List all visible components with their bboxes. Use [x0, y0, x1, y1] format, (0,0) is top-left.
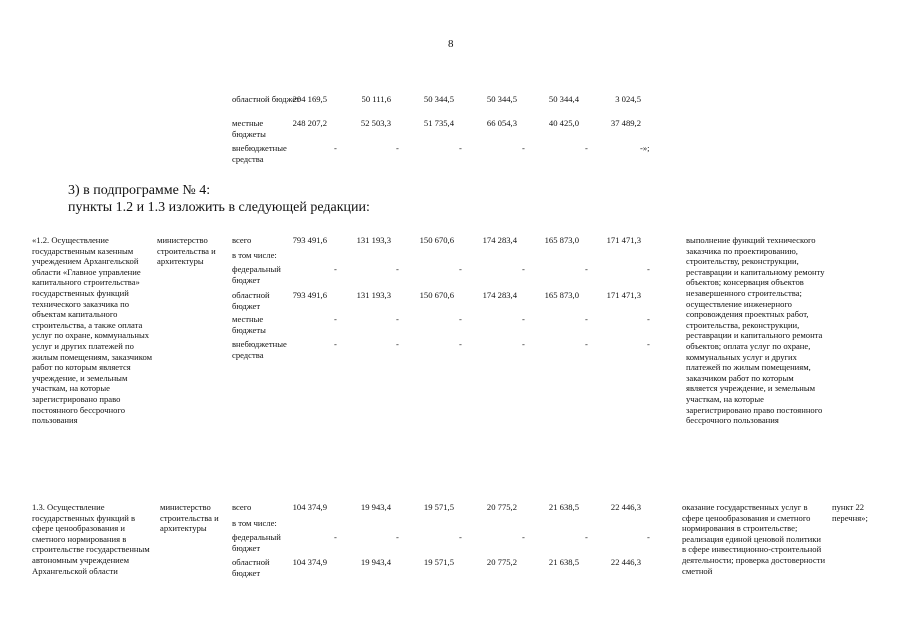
value-cell: - [396, 532, 399, 542]
value-cell: 50 111,6 [361, 94, 391, 104]
value-cell: -»; [640, 143, 650, 153]
section-heading: 3) в подпрограмме № 4: [68, 183, 211, 198]
source-label: в том числе: [232, 518, 277, 528]
source-label: внебюджетные средства [232, 143, 287, 164]
value-cell: 171 471,3 [606, 235, 641, 245]
source-label: областной бюджет [232, 94, 300, 104]
source-label: местные бюджеты [232, 314, 266, 335]
value-cell: 174 283,4 [482, 235, 517, 245]
source-label: в том числе: [232, 250, 277, 260]
section-subheading: пункты 1.2 и 1.3 изложить в следующей редакции: [68, 200, 370, 215]
value-cell: - [585, 314, 588, 324]
source-label: федеральный бюджет [232, 264, 281, 285]
value-cell: 204 169,5 [292, 94, 327, 104]
value-cell: - [396, 264, 399, 274]
value-cell: 165 873,0 [544, 290, 579, 300]
value-cell: - [334, 339, 337, 349]
value-cell: - [459, 143, 462, 153]
value-cell: - [522, 532, 525, 542]
item-note: пункт 22 перечня»; [832, 502, 868, 523]
value-cell: - [459, 532, 462, 542]
value-cell: - [522, 314, 525, 324]
item-result: оказание государственных услуг в сфере ценообразования и сметного нормирования в строительстве; реализация единой ценовой политики в сфере инвестиционно-строительной деятельности; проверка достоверности сметной [682, 502, 826, 576]
value-cell: 793 491,6 [292, 290, 327, 300]
value-cell: 19 571,5 [423, 557, 454, 567]
value-cell: 20 775,2 [486, 502, 517, 512]
value-cell: 150 670,6 [419, 235, 454, 245]
source-label: всего [232, 235, 252, 245]
value-cell: - [522, 143, 525, 153]
value-cell: 174 283,4 [482, 290, 517, 300]
value-cell: 19 571,5 [423, 502, 454, 512]
value-cell: 20 775,2 [486, 557, 517, 567]
value-cell: 21 638,5 [548, 557, 579, 567]
value-cell: 104 374,9 [292, 502, 327, 512]
value-cell: 50 344,4 [548, 94, 579, 104]
value-cell: 22 446,3 [610, 502, 641, 512]
value-cell: 50 344,5 [423, 94, 454, 104]
value-cell: 19 943,4 [360, 502, 391, 512]
item-title: «1.2. Осуществление государственным казенным учреждением Архангельской области «Главное управление капитального строительства» государственных функций технического заказчика по объектам капитального строительства, а также оплата услуг по охране, коммунальных услуг и других платежей по жилым помещениям, заказчиком работ по которым является учреждение, и земельным участкам, на которые зарегистрировано право постоянного бессрочного пользования [32, 235, 153, 426]
value-cell: - [334, 532, 337, 542]
value-cell: - [459, 314, 462, 324]
value-cell: 171 471,3 [606, 290, 641, 300]
value-cell: 131 193,3 [356, 290, 391, 300]
value-cell: 104 374,9 [292, 557, 327, 567]
value-cell: - [585, 264, 588, 274]
source-label: областной бюджет [232, 557, 270, 578]
item-result: выполнение функций технического заказчика по проектированию, строительству, реконструкции, реставрации и капитальному ремонту объектов; консервация объектов незавершенного строительства; осуществление инженерного сопровождения проектных работ, строительства, реконструкции, реставрации и капитального ремонта объектов; оплата услуг по охране, коммунальных услуг и других платежей по жилым помещениям, заказчиком работ по которым является учреждение, и земельным участкам, на которые зарегистрировано право постоянного бессрочного пользования [686, 235, 825, 426]
page-number: 8 [448, 38, 454, 50]
source-label: областной бюджет [232, 290, 270, 311]
value-cell: - [334, 264, 337, 274]
value-cell: 21 638,5 [548, 502, 579, 512]
source-label: местные бюджеты [232, 118, 266, 139]
value-cell: 3 024,5 [615, 94, 641, 104]
value-cell: - [585, 532, 588, 542]
value-cell: - [334, 143, 337, 153]
value-cell: 37 489,2 [610, 118, 641, 128]
value-cell: - [396, 339, 399, 349]
value-cell: 50 344,5 [486, 94, 517, 104]
source-label: всего [232, 502, 252, 512]
value-cell: 150 670,6 [419, 290, 454, 300]
value-cell: - [647, 264, 650, 274]
value-cell: 22 446,3 [610, 557, 641, 567]
value-cell: 51 735,4 [423, 118, 454, 128]
value-cell: 40 425,0 [548, 118, 579, 128]
source-label: внебюджетные средства [232, 339, 287, 360]
value-cell: - [459, 264, 462, 274]
value-cell: - [396, 314, 399, 324]
value-cell: - [585, 143, 588, 153]
value-cell: 19 943,4 [360, 557, 391, 567]
value-cell: 165 873,0 [544, 235, 579, 245]
value-cell: - [459, 339, 462, 349]
item-executor: министерство строительства и архитектуры [157, 235, 216, 267]
value-cell: - [647, 532, 650, 542]
value-cell: - [522, 264, 525, 274]
item-title: 1.3. Осуществление государственных функций в сфере ценообразования и сметного нормирования в строительстве государственным автономным учреждением Архангельской области [32, 502, 150, 576]
value-cell: 793 491,6 [292, 235, 327, 245]
source-label: федеральный бюджет [232, 532, 281, 553]
value-cell: 131 193,3 [356, 235, 391, 245]
value-cell: 52 503,3 [360, 118, 391, 128]
value-cell: - [396, 143, 399, 153]
value-cell: - [585, 339, 588, 349]
value-cell: - [522, 339, 525, 349]
value-cell: 248 207,2 [292, 118, 327, 128]
value-cell: - [334, 314, 337, 324]
value-cell: 66 054,3 [486, 118, 517, 128]
item-executor: министерство строительства и архитектуры [160, 502, 219, 534]
value-cell: - [647, 339, 650, 349]
value-cell: - [647, 314, 650, 324]
